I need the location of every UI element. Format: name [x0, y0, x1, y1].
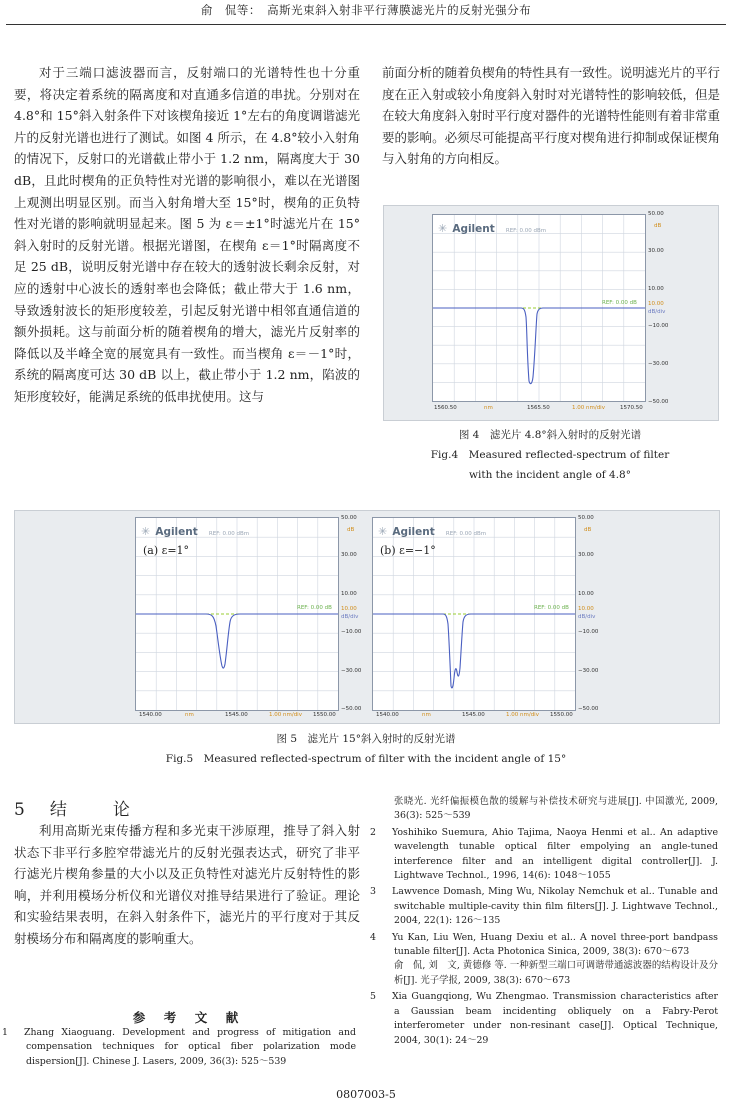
fig5b-ytick: 10.00	[578, 591, 594, 597]
figure-5b-plot-area	[372, 517, 576, 711]
fig5a-ytick: 30.00	[341, 552, 357, 558]
conclusion-body: 利用高斯光束传播方程和多光束干涉原理，推导了斜入射状态下非平行多腔窄带滤光片的反射光强表达式，研究了非平行滤光片楔角参量的大小以及正负特性对滤光片反射特性的影响，并利用模场分析仪和光谱仪对推导结果进行了验证。理论和实验结果表明，在斜入射条件下，滤光片的平行度对于其反射模场分布和隔离度的影响重大。	[14, 823, 360, 946]
right-column-paragraph: 前面分析的随着负楔角的特性具有一致性。说明滤光片的平行度在正入射或较小角度斜入射时对光谱特性的影响较低，但是在较大角度斜入射时平行度对器件的光谱特性能则有着非常重要的影响。必须尽可能提高平行度对楔角进行抑制或保证楔角与入射角的方向相反。	[382, 65, 720, 167]
fig4-xtick: 1570.50	[620, 405, 643, 411]
running-header: 俞 侃等： 高斯光束斜入射非平行薄膜滤光片的反射光强分布	[200, 3, 532, 17]
fig4-ytick: −30.00	[648, 361, 669, 367]
left-column-paragraph: 对于三端口滤波器而言，反射端口的光谱特性也十分重要，将决定着系统的隔离度和对直通多信道的串扰。分别对在 4.8°和 15°斜入射条件下对该楔角接近 1°左右的角度调谐滤光片的反射光谱也进行了测试。如图 4 所示，在 4.8°较小入射角的情况下，反射口的光谱截止带小于 1.2 nm，隔离度大于 30 dB，且此时楔角的正负特性对光谱的影响很小，难以在光谱图上观测出明显区别。而当入射角增大至 15°时，楔角的正负特性对光谱的影响就明显起来。图 5 为 ε＝±1°时滤光片在 15°斜入射时的反射光谱。根据光谱图，在楔角 ε＝1°时隔离度不足 25 dB，说明反射光谱中存在较大的透射波长剩余反射，对应的透射中心波长的透射率也会降低；截止带大于 1.6 nm，导致透射波长的矩形度较差，引起反射光谱中相邻直通信道的额外损耗。这与前面分析的随着楔角的增大，滤光片反射率的降低以及半峰全宽的展宽具有一致性。而当楔角 ε＝－1°时，系统的隔离度可达 30 dB 以上，截止带小于 1.2 nm，陷波的矩形度较好，能满足系统的低串扰使用。这与	[14, 65, 360, 404]
fig4-ytick: −50.00	[648, 399, 669, 405]
fig5b-ytick: dB/div	[578, 614, 596, 620]
fig5a-ytick: dB	[347, 527, 355, 533]
fig5a-xtick: nm	[185, 712, 194, 718]
fig5a-xtick: 1.00 nm/div	[269, 712, 302, 718]
figure-5a-plot-area	[135, 517, 339, 711]
reference-item: 3 Lawvence Domash, Ming Wu, Nikolay Nemchuk et al.. Tunable and switchable multiple-cavity thin film filters[J]. J. Lightwave Technol., 2004, 22(1): 126～135	[370, 886, 718, 927]
fig5b-ytick: −10.00	[578, 629, 599, 635]
fig4-ytick: 30.00	[648, 248, 664, 254]
fig5b-ytick: −30.00	[578, 668, 599, 674]
figure-4-caption-en-1: Fig.4 Measured reflected-spectrum of filter	[430, 449, 670, 461]
fig5b-xtick: 1.00 nm/div	[506, 712, 539, 718]
fig5a-ytick: −30.00	[341, 668, 362, 674]
reference-item: 1 Zhang Xiaoguang. Development and progress of mitigation and compensation techniques for optical fiber polarization mode dispersion[J]. Chinese J. Lasers, 2009, 36(3): 525～539	[2, 1027, 356, 1067]
fig5b-xtick: 1545.00	[462, 712, 485, 718]
references-heading: 参 考 文 献	[132, 1010, 242, 1025]
fig4-ytick: 10.00	[648, 286, 664, 292]
fig5a-ytick: −50.00	[341, 706, 362, 712]
fig5b-ytick: −50.00	[578, 706, 599, 712]
fig5b-xtick: 1540.00	[376, 712, 399, 718]
fig4-xtick: 1560.50	[434, 405, 457, 411]
page-footer: 0807003-5	[336, 1088, 396, 1101]
fig5b-ytick: 30.00	[578, 552, 594, 558]
figure-5a-brand: ✳ Agilent REF: 0.00 dBm	[141, 525, 250, 538]
fig5a-ytick: 10.00	[341, 606, 357, 612]
agilent-logo-icon: ✳	[378, 525, 388, 538]
fig4-ytick: 50.00	[648, 211, 664, 217]
fig5b-xtick: nm	[422, 712, 431, 718]
fig5a-xtick: 1550.00	[313, 712, 336, 718]
figure-5-panel	[14, 510, 720, 724]
references-right-column	[370, 795, 718, 1048]
fig4-xtick: nm	[484, 405, 493, 411]
figure-5b-label: (b) ε=−1°	[380, 544, 436, 557]
fig5a-ref-label: REF: 0.00 dB	[297, 605, 332, 611]
figure-5b-brand: ✳ Agilent REF: 0.00 dBm	[378, 525, 487, 538]
fig4-xtick: 1.00 nm/div	[572, 405, 605, 411]
fig4-ref-label: REF: 0.00 dB	[602, 300, 637, 306]
fig5a-ytick: 10.00	[341, 591, 357, 597]
reference-item: 张晓光. 光纤偏振模色散的缓解与补偿技术研究与进展[J]. 中国激光, 2009, 36(3): 525～539	[394, 796, 718, 822]
fig5a-ytick: dB/div	[341, 614, 359, 620]
fig4-xtick: 1565.50	[527, 405, 550, 411]
fig5b-ytick: dB	[584, 527, 592, 533]
reference-item: 4 Yu Kan, Liu Wen, Huang Dexiu et al.. A novel three-port bandpass tunable filter[J]. Acta Photonica Sinica, 2009, 38(3): 670～673	[370, 931, 718, 958]
figure-5-caption-cn: 图 5 滤光片 15°斜入射时的反射光谱	[276, 733, 456, 745]
fig5b-ytick: 10.00	[578, 606, 594, 612]
fig5a-ytick: −10.00	[341, 629, 362, 635]
fig5b-xtick: 1550.00	[550, 712, 573, 718]
reference-item: 俞 侃, 刘 文, 黄德修 等. 一种新型三端口可调谐带通滤波器的结构设计及分析[J]. 光子学报, 2009, 38(3): 670～673	[394, 960, 718, 986]
fig5b-ref-label: REF: 0.00 dB	[534, 605, 569, 611]
figure-4-panel	[383, 205, 719, 421]
figure-4-caption-en-2: with the incident angle of 4.8°	[469, 469, 631, 481]
figure-5a-label: (a) ε=1°	[143, 544, 190, 557]
fig5a-xtick: 1540.00	[139, 712, 162, 718]
fig5b-ytick: 50.00	[578, 515, 594, 521]
fig4-ytick: 10.00	[648, 301, 664, 307]
fig5a-ytick: 50.00	[341, 515, 357, 521]
reference-item: 2 Yoshihiko Suemura, Ahio Tajima, Naoya Henmi et al.. An adaptive wavelength tunable optical filter empolying an angle-tuned interference filter and an intelligent digital controller[J]. J. Lightwave Technol., 1996, 14(6): 1048～1055	[370, 826, 718, 882]
figure-4-caption-cn: 图 4 滤光片 4.8°斜入射时的反射光谱	[458, 429, 642, 441]
fig5a-xtick: 1545.00	[225, 712, 248, 718]
header-rule	[6, 24, 726, 25]
conclusion-heading: 5 结 论	[14, 800, 134, 820]
references-left-column	[2, 1026, 356, 1069]
figure-4-plot-area	[432, 214, 646, 402]
agilent-logo-icon: ✳	[141, 525, 151, 538]
fig4-ytick: dB	[654, 223, 662, 229]
figure-4-spectrum-svg	[433, 215, 645, 401]
fig4-ytick: −10.00	[648, 323, 669, 329]
figure-5-caption-en: Fig.5 Measured reflected-spectrum of filter with the incident angle of 15°	[165, 753, 567, 765]
fig4-ytick: dB/div	[648, 309, 666, 315]
agilent-logo-icon: ✳	[438, 222, 448, 235]
figure-4-brand: ✳ Agilent REF: 0.00 dBm	[438, 222, 547, 235]
reference-item: 5 Xia Guangqiong, Wu Zhengmao. Transmission characteristics after a Gaussian beam incidenting obliquely on a Fabry-Perot interferometer under non-resinant case[J]. Optical Technique, 2004, 30(1): 24～29	[370, 991, 718, 1046]
